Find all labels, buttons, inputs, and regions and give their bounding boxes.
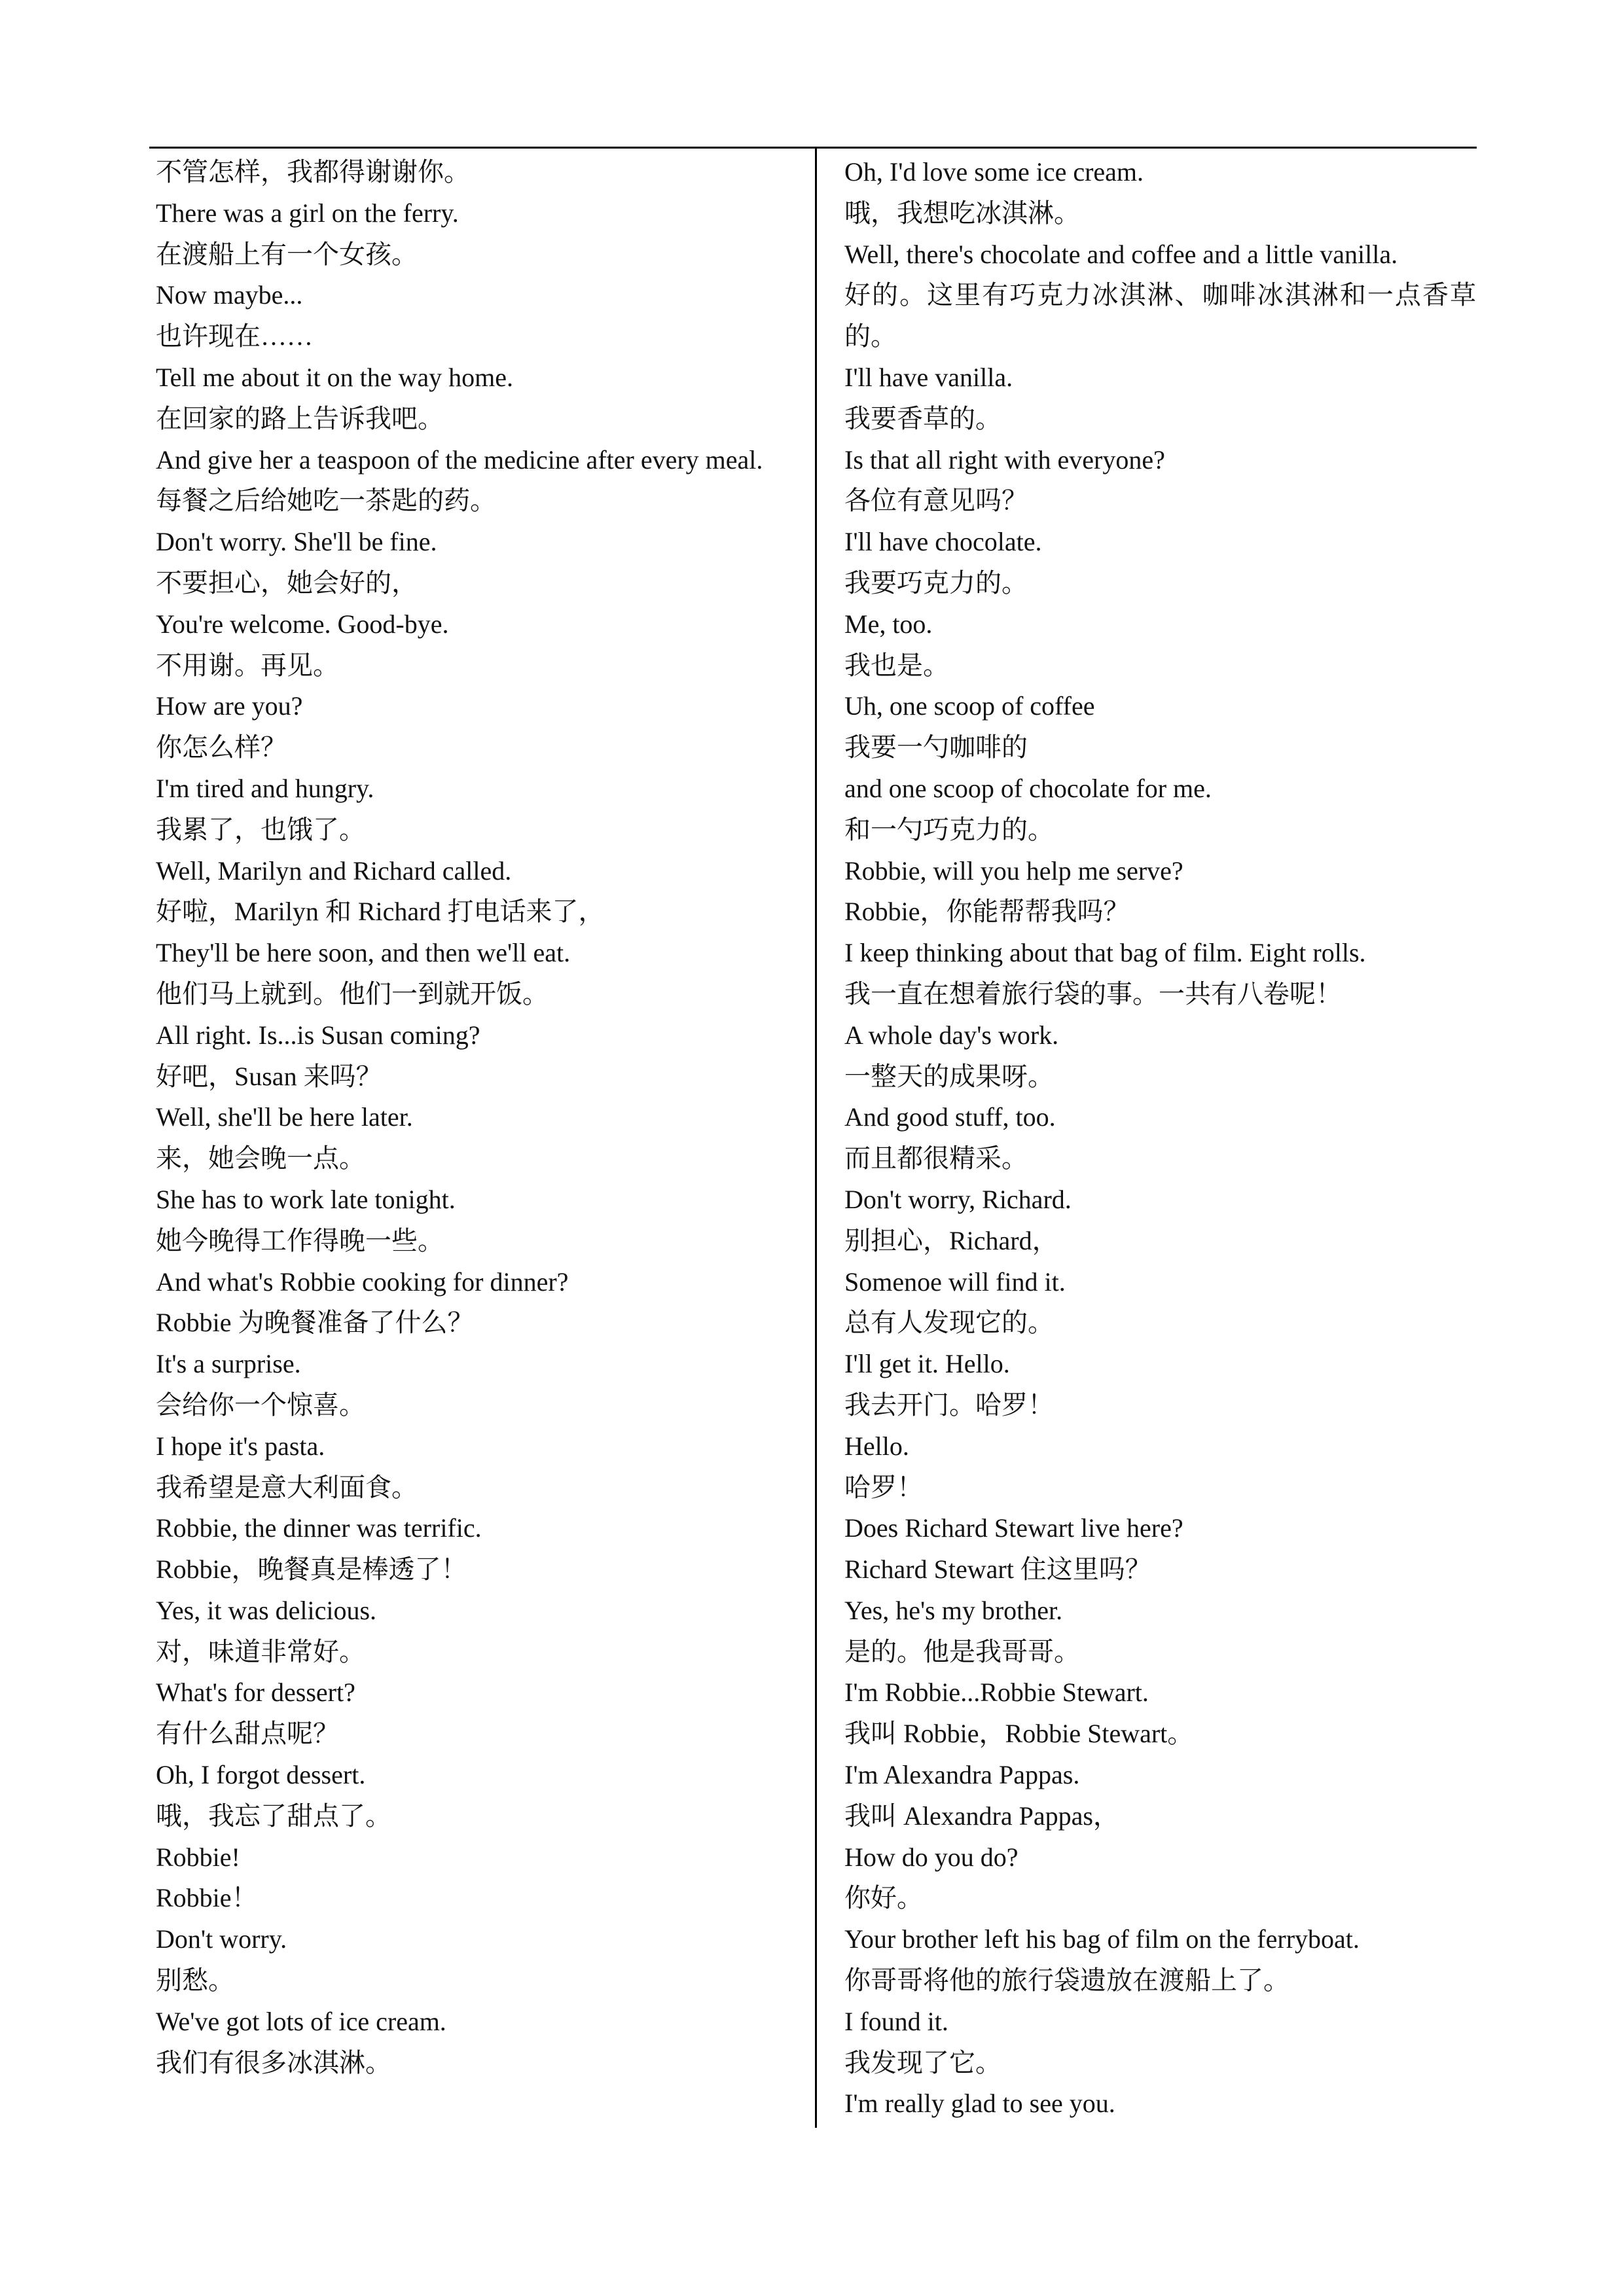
right-line: Robbie，你能帮帮我吗？: [844, 897, 1130, 927]
left-line: How are you?: [156, 691, 303, 721]
right-line: 和一勺巧克力的。: [844, 814, 1054, 844]
column-divider: [815, 147, 817, 2128]
left-line: 不要担心，她会好的，: [156, 567, 418, 598]
right-line: Is that all right with everyone?: [844, 444, 1165, 475]
right-line: Somenoe will find it.: [844, 1266, 1066, 1297]
right-line: 别担心，Richard，: [844, 1225, 1058, 1255]
left-line: Well, she'll be here later.: [156, 1102, 413, 1132]
left-line: 好啦，Marilyn 和 Richard 打电话来了，: [156, 897, 605, 927]
right-line: I'm Robbie...Robbie Stewart.: [844, 1677, 1149, 1708]
right-line: 哈罗！: [844, 1472, 923, 1502]
left-line: 每餐之后给她吃一茶匙的药。: [156, 486, 496, 516]
left-line: Robbie，晚餐真是棒透了！: [156, 1554, 467, 1585]
right-line: 我叫 Robbie，Robbie Stewart。: [844, 1719, 1194, 1749]
right-line: Oh, I'd love some ice cream.: [844, 157, 1144, 187]
left-line: Oh, I forgot dessert.: [156, 1760, 366, 1790]
left-line: I hope it's pasta.: [156, 1431, 325, 1461]
right-line: I'll have vanilla.: [844, 362, 1013, 392]
left-line: They'll be here soon, and then we'll eat.: [156, 938, 571, 968]
left-line: We've got lots of ice cream.: [156, 2006, 446, 2036]
right-line: And good stuff, too.: [844, 1102, 1056, 1132]
left-line: 有什么甜点呢？: [156, 1719, 339, 1749]
left-line: 我累了，也饿了。: [156, 814, 365, 844]
right-column: [844, 152, 1476, 2125]
right-line: and one scoop of chocolate for me.: [844, 773, 1212, 803]
left-line: 也许现在……: [156, 321, 313, 351]
right-line: 你哥哥将他的旅行袋遗放在渡船上了。: [844, 1965, 1290, 1996]
right-line: 我发现了它。: [844, 2047, 1001, 2077]
right-line: 我一直在想着旅行袋的事。一共有八卷呢！: [844, 978, 1342, 1009]
left-line: I'm tired and hungry.: [156, 773, 374, 803]
left-line: 哦，我忘了甜点了。: [156, 1801, 391, 1831]
left-line: Robbie!: [156, 1842, 240, 1872]
left-line: It's a surprise.: [156, 1349, 301, 1379]
right-line: I'm really glad to see you.: [844, 2089, 1115, 2119]
left-line: 她今晚得工作得晚一些。: [156, 1225, 444, 1255]
right-line: Richard Stewart 住这里吗？: [844, 1554, 1151, 1585]
right-line: 是的。他是我哥哥。: [844, 1636, 1080, 1666]
left-line: And what's Robbie cooking for dinner?: [156, 1266, 569, 1297]
left-line: Robbie 为晚餐准备了什么？: [156, 1308, 474, 1338]
left-line: 你怎么样？: [156, 732, 287, 762]
left-line: She has to work late tonight.: [156, 1184, 456, 1214]
right-line: 你好。: [844, 1883, 923, 1913]
left-line: 在渡船上有一个女孩。: [156, 239, 418, 269]
right-line: 我叫 Alexandra Pappas，: [844, 1801, 1119, 1831]
right-line: 各位有意见吗？: [844, 486, 1028, 516]
table-top-rule: [149, 147, 1477, 149]
left-column: [156, 152, 791, 2083]
right-line: Hello.: [844, 1431, 909, 1461]
left-line: 不用谢。再见。: [156, 650, 339, 680]
right-line: 我要一勺咖啡的: [844, 732, 1028, 762]
right-line: 哦，我想吃冰淇淋。: [844, 198, 1080, 228]
right-line: 我也是。: [844, 650, 949, 680]
left-line: Robbie！: [156, 1883, 258, 1913]
left-line: What's for dessert?: [156, 1677, 355, 1708]
right-line: Yes, he's my brother.: [844, 1595, 1063, 1625]
right-line: I'll have chocolate.: [844, 527, 1042, 557]
right-line: Robbie, will you help me serve?: [844, 855, 1183, 886]
left-line: 对，味道非常好。: [156, 1636, 365, 1666]
right-line: 我要香草的。: [844, 403, 1001, 433]
left-line: 来，她会晚一点。: [156, 1143, 365, 1174]
right-line: 而且都很精采。: [844, 1143, 1028, 1174]
left-line: Tell me about it on the way home.: [156, 362, 513, 392]
left-line: Yes, it was delicious.: [156, 1595, 377, 1625]
left-line: You're welcome. Good-bye.: [156, 609, 449, 639]
right-line: Don't worry, Richard.: [844, 1184, 1072, 1214]
right-line: I keep thinking about that bag of film. Eight rolls.: [844, 938, 1366, 968]
right-line: I found it.: [844, 2006, 948, 2036]
right-line: How do you do?: [844, 1842, 1019, 1872]
right-line: 总有人发现它的。: [844, 1308, 1054, 1338]
left-line: 不管怎样，我都得谢谢你。: [156, 157, 470, 187]
right-line: 我要巧克力的。: [844, 567, 1028, 598]
right-line: Me, too.: [844, 609, 933, 639]
left-line: 他们马上就到。他们一到就开饭。: [156, 978, 549, 1009]
right-line: I'm Alexandra Pappas.: [844, 1760, 1080, 1790]
right-line: Uh, one scoop of coffee: [844, 691, 1095, 721]
left-line: 我们有很多冰淇淋。: [156, 2047, 391, 2077]
left-line: Well, Marilyn and Richard called.: [156, 855, 512, 886]
left-line: Don't worry.: [156, 1924, 287, 1954]
right-line: 一整天的成果呀。: [844, 1061, 1054, 1091]
left-line: All right. Is...is Susan coming?: [156, 1020, 480, 1050]
right-line: Your brother left his bag of film on the ferryboat.: [844, 1924, 1360, 1954]
left-line: 好吧，Susan 来吗？: [156, 1061, 382, 1091]
left-line: 在回家的路上告诉我吧。: [156, 403, 444, 433]
left-line: 我希望是意大利面食。: [156, 1472, 418, 1502]
left-line: 会给你一个惊喜。: [156, 1390, 365, 1420]
left-line: There was a girl on the ferry.: [156, 198, 459, 228]
right-line: Does Richard Stewart live here?: [844, 1513, 1183, 1543]
left-line: Now maybe...: [156, 280, 303, 310]
right-line: Well, there's chocolate and coffee and a little vanilla.: [844, 239, 1398, 269]
right-line: 好的。这里有巧克力冰淇淋、咖啡冰淇淋和一点香草的。: [844, 280, 1476, 351]
left-line: 别愁。: [156, 1965, 234, 1996]
right-line: I'll get it. Hello.: [844, 1349, 1010, 1379]
right-line: 我去开门。哈罗！: [844, 1390, 1054, 1420]
left-line: Don't worry. She'll be fine.: [156, 527, 437, 557]
right-line: A whole day's work.: [844, 1020, 1059, 1050]
left-line: Robbie, the dinner was terrific.: [156, 1513, 482, 1543]
left-line: And give her a teaspoon of the medicine after every meal.: [156, 444, 763, 475]
